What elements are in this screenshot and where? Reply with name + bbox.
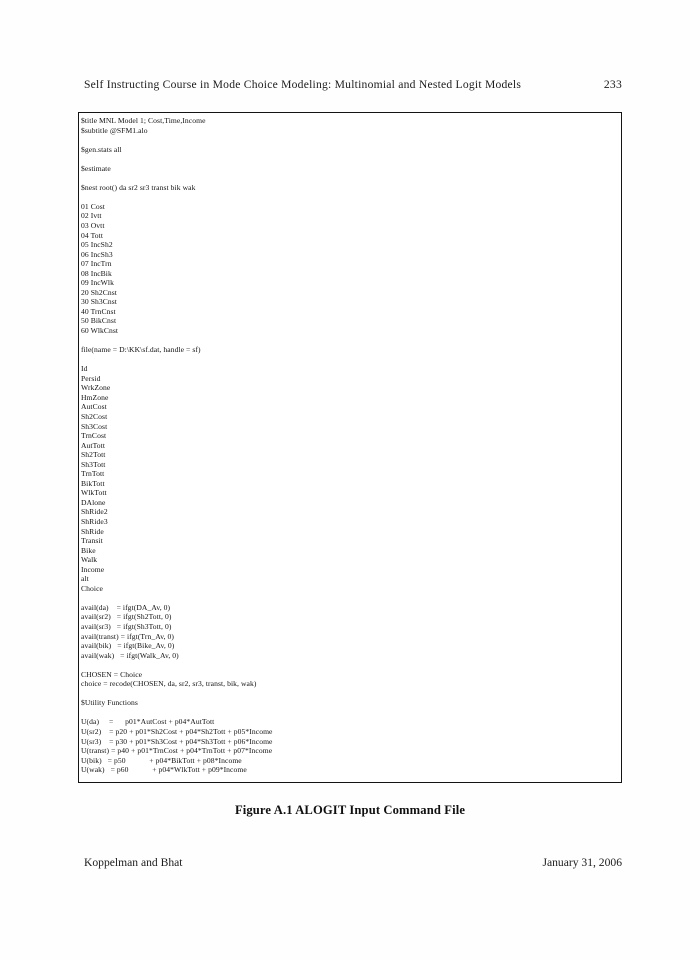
code-line: avail(wak) = ifgt(Walk_Av, 0) xyxy=(81,650,179,660)
code-line: U(da) = p01*AutCost + p04*AutTott xyxy=(81,717,215,727)
running-header xyxy=(84,78,622,91)
code-line: file(name = D:\KK\sf.dat, handle = sf) xyxy=(81,345,201,355)
code-line: 03 Ovtt xyxy=(81,221,105,231)
code-line: CHOSEN = Choice xyxy=(81,669,143,679)
code-line: 08 IncBik xyxy=(81,268,112,278)
code-line xyxy=(79,593,622,603)
page-footer xyxy=(84,856,622,869)
code-line: Sh2Cost xyxy=(81,411,108,421)
code-line: 40 TrnCnst xyxy=(81,306,116,316)
code-listing-box xyxy=(78,112,622,783)
code-line: U(sr3) = p30 + p01*Sh3Cost + p04*Sh3Tott + p06*Income xyxy=(81,736,273,746)
code-line xyxy=(79,708,622,718)
code-line: ShRide xyxy=(81,526,104,536)
code-line: Persid xyxy=(81,373,101,383)
code-line: avail(sr2) = ifgt(Sh2Tott, 0) xyxy=(81,612,172,622)
code-line: 06 IncSh3 xyxy=(81,249,113,259)
code-line: DAlone xyxy=(81,497,106,507)
code-line: 20 Sh2Cnst xyxy=(81,287,117,297)
code-line: U(wak) = p60 + p04*WlkTott + p09*Income xyxy=(81,765,247,775)
page-number: 233 xyxy=(603,78,622,91)
code-line: 07 IncTrn xyxy=(81,259,112,269)
code-line: Choice xyxy=(81,583,103,593)
code-line: AutCost xyxy=(81,402,107,412)
code-line: $Utility Functions xyxy=(81,698,138,708)
code-line: ShRide2 xyxy=(81,507,108,517)
code-line: alt xyxy=(81,574,89,584)
code-line: 30 Sh3Cnst xyxy=(81,297,117,307)
code-listing xyxy=(79,116,622,775)
code-line xyxy=(79,660,622,670)
code-line: Sh2Tott xyxy=(81,450,106,460)
code-line: 50 BikCnst xyxy=(81,316,117,326)
code-line: Income xyxy=(81,564,105,574)
code-line: $subtitle @SFM1.alo xyxy=(81,125,148,135)
code-line: $title MNL Model 1; Cost,Time,Income xyxy=(81,116,206,125)
code-line: TrnCost xyxy=(81,431,107,441)
code-line xyxy=(79,135,622,145)
code-line: WlkTott xyxy=(81,488,107,498)
code-line: Sh3Tott xyxy=(81,459,106,469)
code-line: $estimate xyxy=(81,163,111,173)
code-line: choice = recode(CHOSEN, da, sr2, sr3, transt, bik, wak) xyxy=(81,679,257,689)
code-line: WrkZone xyxy=(81,383,111,393)
code-line: avail(transt) = ifgt(Trn_Av, 0) xyxy=(81,631,175,641)
footer-authors: Koppelman and Bhat xyxy=(84,856,183,869)
code-line: 02 Ivtt xyxy=(81,211,102,221)
code-line xyxy=(79,192,622,202)
footer-date: January 31, 2006 xyxy=(542,856,622,869)
code-line xyxy=(79,173,622,183)
code-line: Bike xyxy=(81,545,96,555)
code-line: BikTott xyxy=(81,478,105,488)
code-line: U(transt) = p40 + p01*TrnCost + p04*TrnTott + p07*Income xyxy=(81,746,273,756)
code-line: U(sr2) = p20 + p01*Sh2Cost + p04*Sh2Tott + p05*Income xyxy=(81,727,273,736)
code-line: Id xyxy=(81,364,88,374)
code-line: 01 Cost xyxy=(81,201,105,211)
header-title: Self Instructing Course in Mode Choice Modeling: Multinomial and Nested Logit Models xyxy=(84,78,522,91)
code-line: avail(bik) = ifgt(Bike_Av, 0) xyxy=(81,641,175,651)
figure-caption: Figure A.1 ALOGIT Input Command File xyxy=(234,803,466,817)
code-line: Transit xyxy=(81,536,103,546)
code-line: 60 WlkCnst xyxy=(81,326,119,336)
code-line xyxy=(79,154,622,164)
code-line: 05 IncSh2 xyxy=(81,240,113,250)
code-line xyxy=(79,336,622,346)
code-line: $nest root() da sr2 sr3 transt bik wak xyxy=(81,182,196,192)
code-line: TrnTott xyxy=(81,469,105,479)
code-line: ShRide3 xyxy=(81,516,108,526)
code-line: U(bik) = p50 + p04*BikTott + p08*Income xyxy=(81,755,242,765)
code-line: Walk xyxy=(81,555,98,565)
code-line xyxy=(79,355,622,365)
code-line: avail(da) = ifgt(DA_Av, 0) xyxy=(81,602,171,612)
code-line: 09 IncWlk xyxy=(81,278,114,288)
code-line: HmZone xyxy=(81,392,109,402)
code-line: $gen.stats all xyxy=(81,144,122,154)
code-line: Sh3Cost xyxy=(81,421,108,431)
code-line xyxy=(79,689,622,699)
code-line: avail(sr3) = ifgt(Sh3Tott, 0) xyxy=(81,621,172,631)
code-line: 04 Tott xyxy=(81,230,104,240)
code-line: AutTott xyxy=(81,440,106,450)
